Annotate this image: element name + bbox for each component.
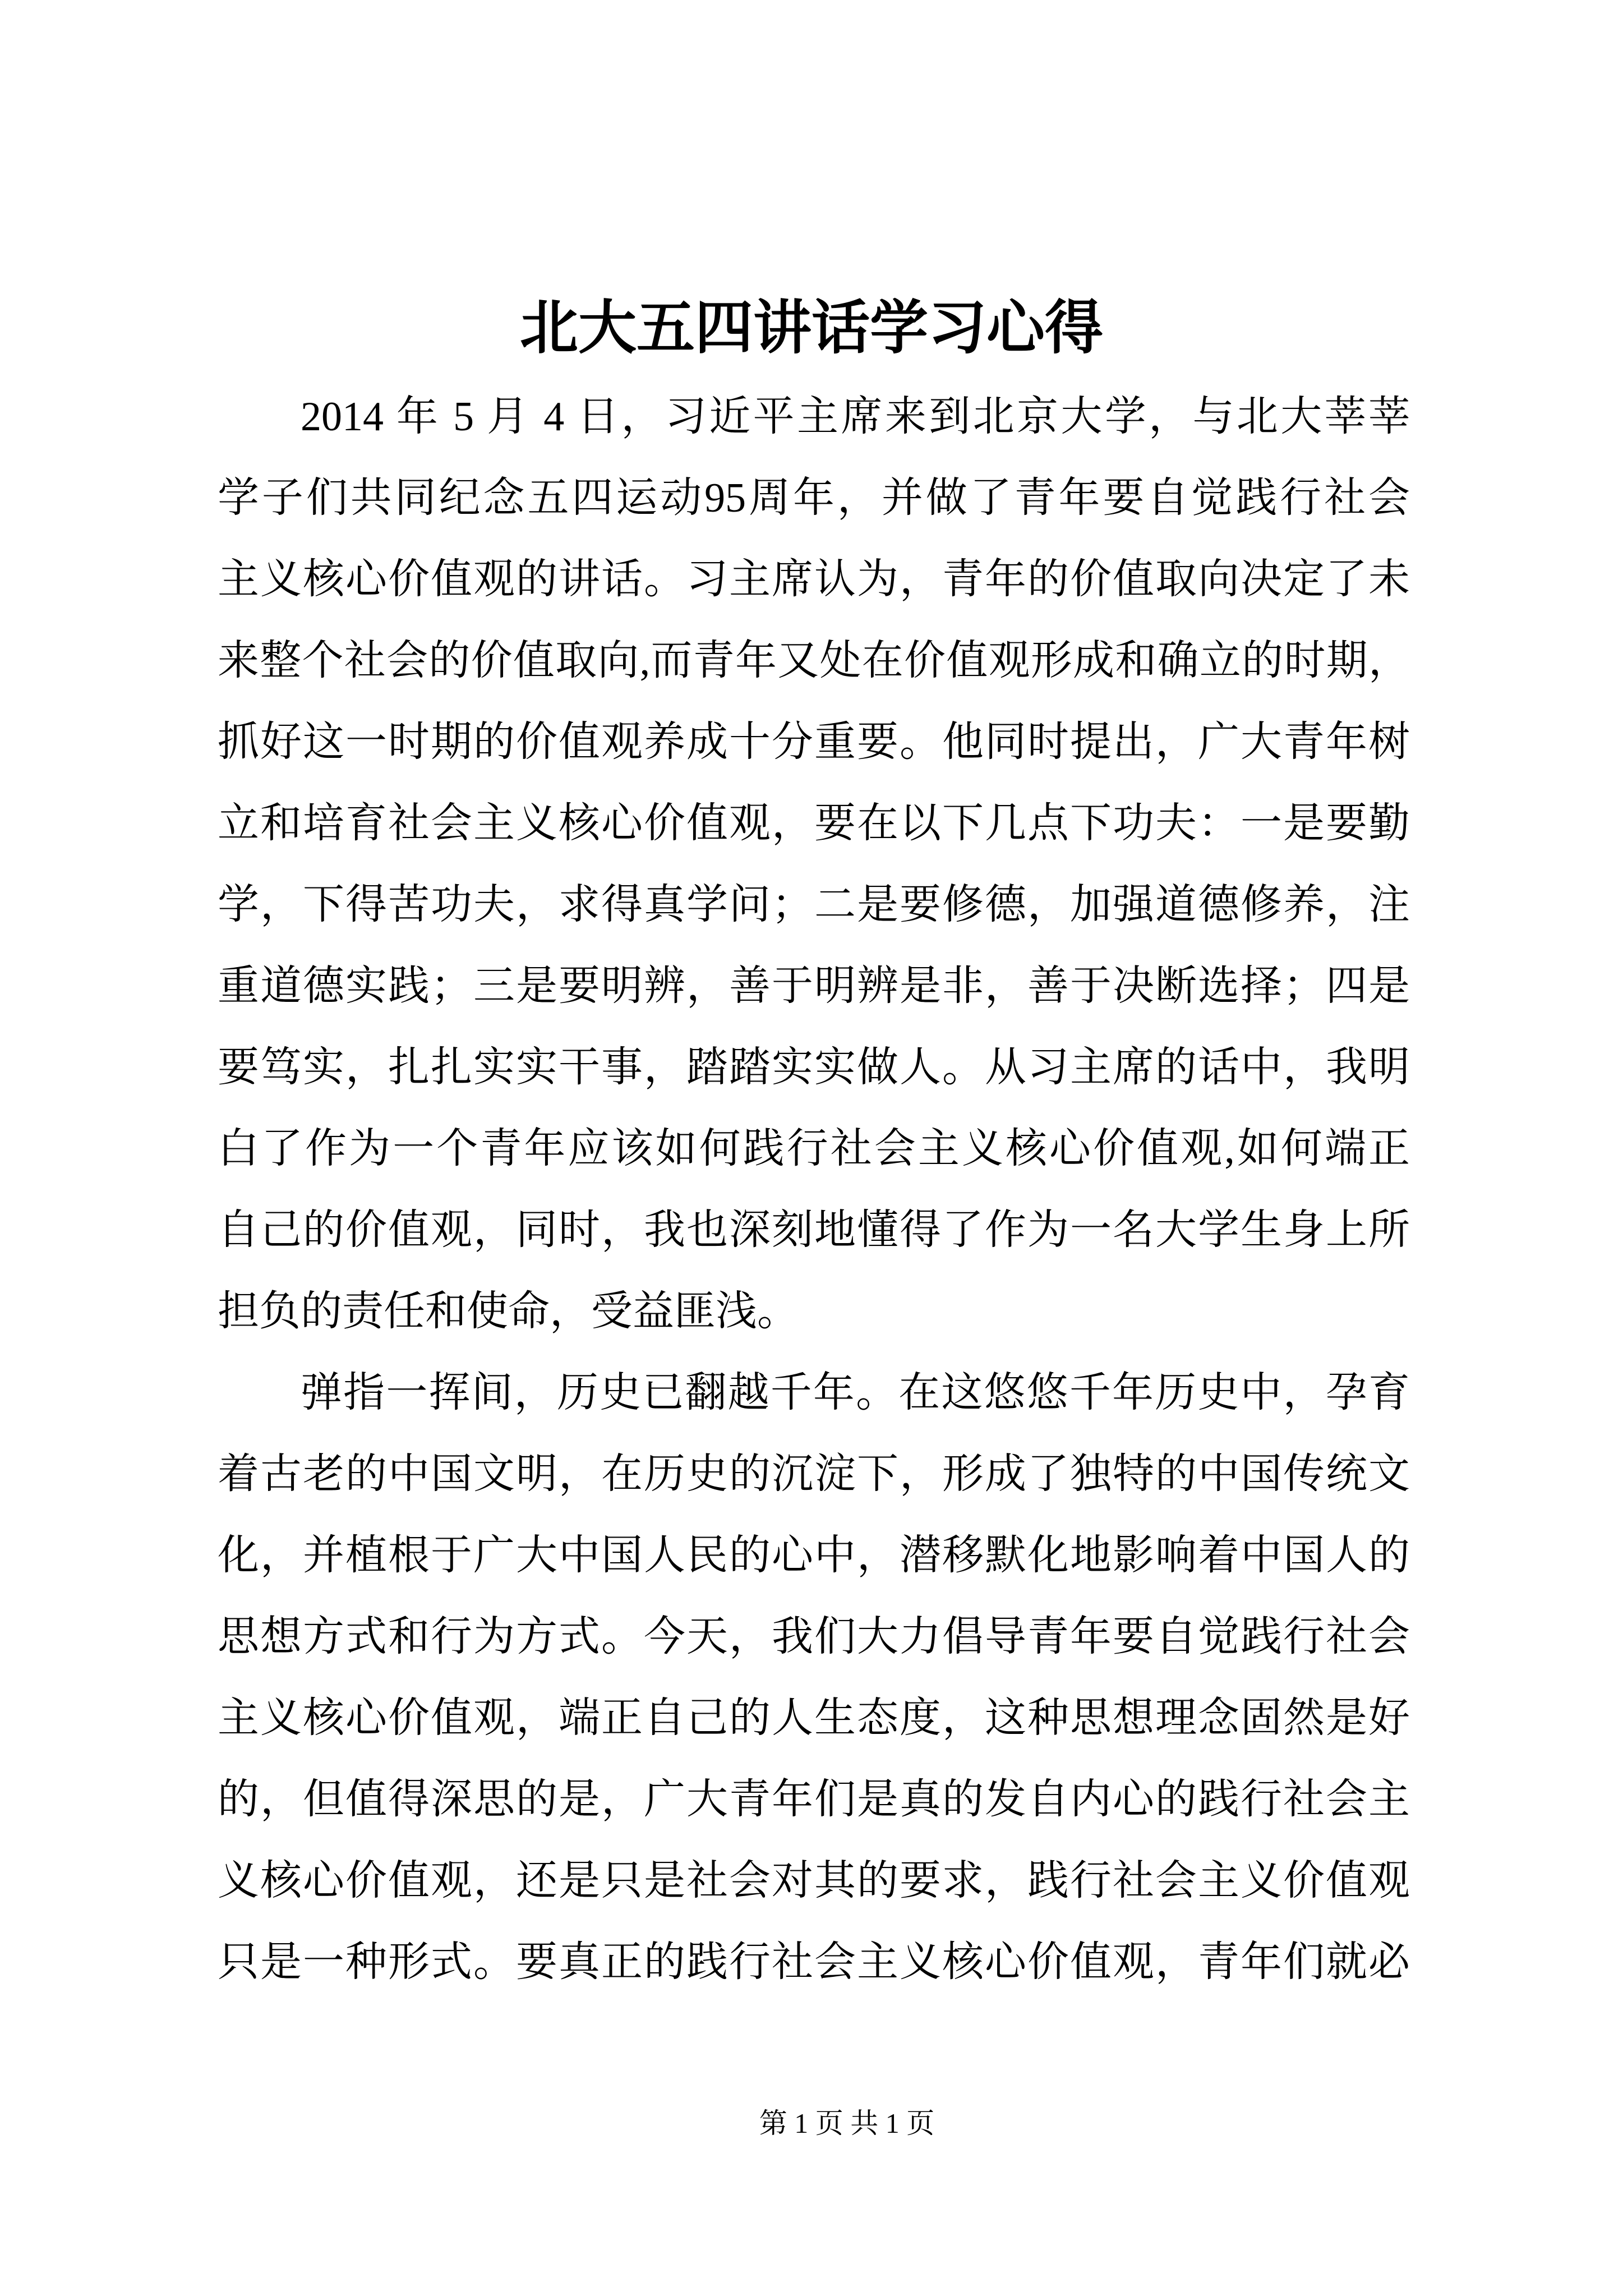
text-line: 义核心价值观，还是只是社会对其的要求，践行社会主义价值观: [218, 1858, 1410, 1904]
text-line: 2014 年 5 月 4 日，习近平主席来到北京大学，与北大莘莘: [301, 394, 1410, 440]
text-line: 抓好这一时期的价值观养成十分重要。他同时提出，广大青年树: [218, 719, 1410, 765]
text-line: 只是一种形式。要真正的践行社会主义核心价值观，青年们就必: [218, 1939, 1410, 1985]
text-line: 弹指一挥间，历史已翻越千年。在这悠悠千年历史中，孕育: [301, 1370, 1410, 1416]
document-body: [218, 376, 1410, 2003]
text-line: 学子们共同纪念五四运动95周年，并做了青年要自觉践行社会: [218, 475, 1410, 521]
paragraph-1: [218, 376, 1410, 1352]
text-line: 思想方式和行为方式。今天，我们大力倡导青年要自觉践行社会: [218, 1614, 1410, 1660]
page-footer: 第 1 页 共 1 页: [759, 2108, 935, 2139]
text-line: 要笃实，扎扎实实干事，踏踏实实做人。从习主席的话中，我明: [218, 1045, 1410, 1091]
text-line: 主义核心价值观的讲话。习主席认为，青年的价值取向决定了未: [218, 556, 1410, 602]
text-line: 着古老的中国文明，在历史的沉淀下，形成了独特的中国传统文: [218, 1451, 1410, 1497]
text-line: 白了作为一个青年应该如何践行社会主义核心价值观,如何端正: [218, 1126, 1410, 1172]
text-line: 自己的价值观，同时，我也深刻地懂得了作为一名大学生身上所: [218, 1207, 1410, 1253]
document-title: 北大五四讲话学习心得: [519, 296, 1103, 361]
text-line: 化，并植根于广大中国人民的心中，潜移默化地影响着中国人的: [218, 1533, 1410, 1579]
paragraph-2: [218, 1352, 1410, 2003]
text-line: 担负的责任和使命，受益匪浅。: [218, 1289, 799, 1335]
text-line: 的，但值得深思的是，广大青年们是真的发自内心的践行社会主: [218, 1777, 1410, 1823]
text-line: 重道德实践；三是要明辨，善于明辨是非，善于决断选择；四是: [218, 963, 1410, 1009]
text-line: 学，下得苦功夫，求得真学问；二是要修德，加强道德修养，注: [218, 882, 1410, 928]
text-line: 来整个社会的价值取向,而青年又处在价值观形成和确立的时期，: [218, 638, 1410, 684]
text-line: 主义核心价值观，端正自己的人生态度，这种思想理念固然是好: [218, 1695, 1410, 1741]
text-line: 立和培育社会主义核心价值观，要在以下几点下功夫：一是要勤: [218, 800, 1410, 846]
